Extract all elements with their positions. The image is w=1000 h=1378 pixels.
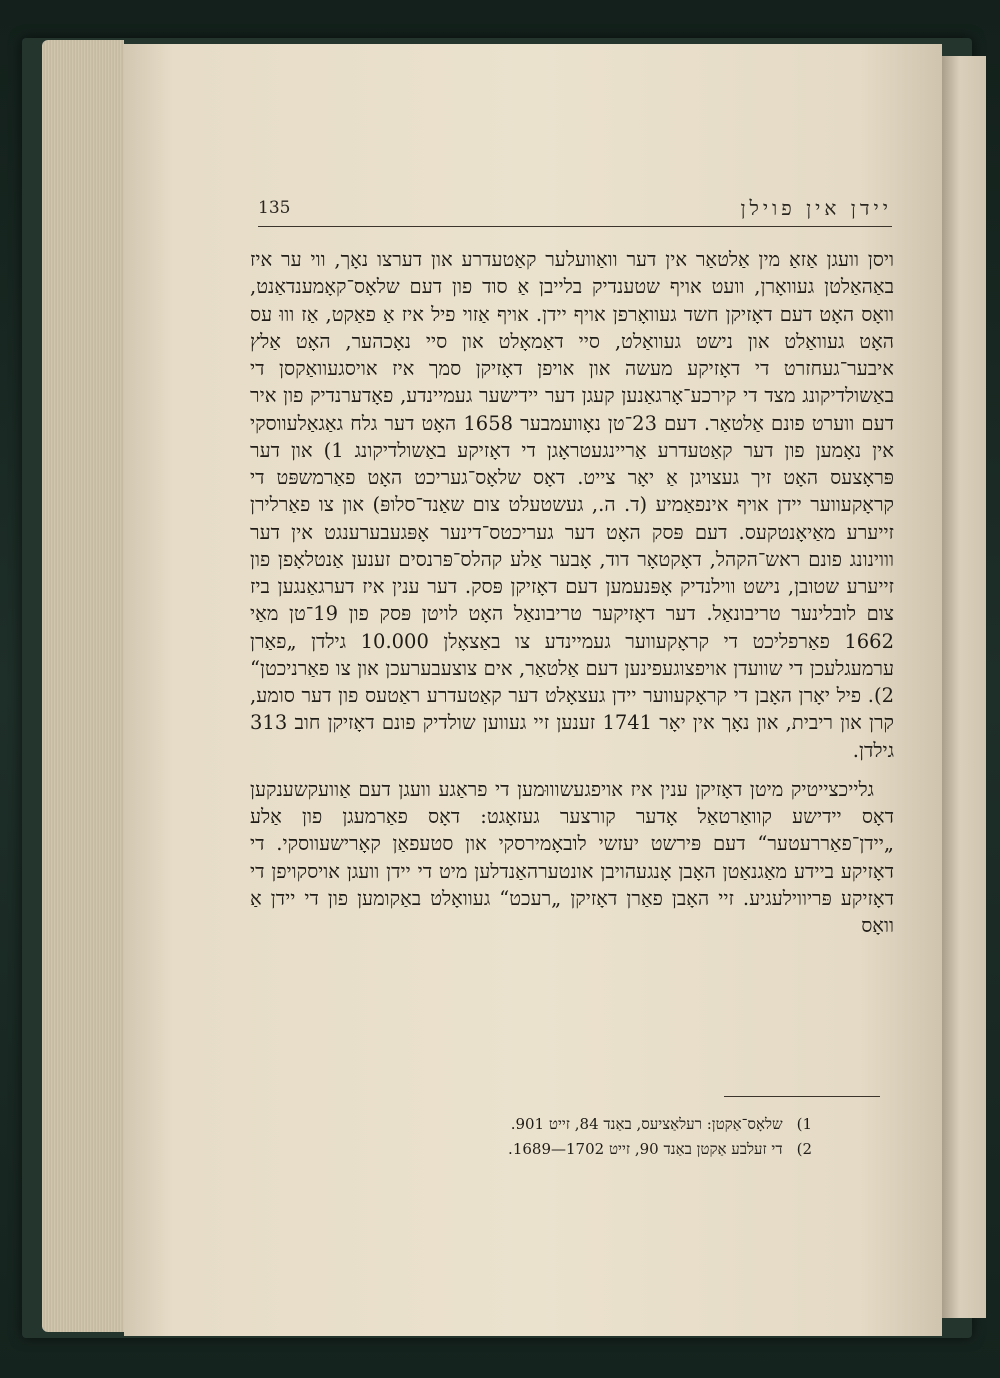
footnote-text: שלאָס־אַקטן: רעלאַציעס, באַנד 84, זייט 901. — [510, 1115, 783, 1133]
footnote-text: די זעלבע אַקטן באַנד 90, זייט 1702—1689. — [508, 1140, 783, 1158]
body-text — [250, 246, 894, 937]
footnotes — [420, 1112, 812, 1162]
running-title: יידן אין פוילן — [740, 196, 892, 220]
footnote — [420, 1137, 812, 1162]
header-rule — [258, 226, 892, 227]
footnote-mark: 2) — [796, 1140, 812, 1158]
page-header — [258, 196, 892, 226]
page-number: 135 — [258, 198, 291, 218]
facing-page-edge — [942, 56, 986, 1318]
paragraph: ויסן וועגן אַזאַ מין אַלטאַר אין דער וואַוועלער קאַטעדרע און דערצו נאָך, ווי ער איז באַהאַלטן געוואָרן, וועט אויף שטענדיק בלייבן אַ סוד פון דעם שלאָס־קאָמענדאַנט, וואָס האָט דעם דאָזיקן חשד געוואָרפן אויף יידן. אויף אַזוי פיל איז אַ פאַקט, אַז וווּ עס האָט געוואַלט און נישט געוואַלט, סיי דאַמאָלט און סיי נאָכהער, האָט אַלץ איבער־געחזרט די דאָזיקע מעשה און אויפן דאָזיקן סמך איז אויסגעוואַקסן די באַשולדיקונג מצד די קירכע־אָרגאַנען קעגן דער יידישער געמיינדע, פאָדערנדיק פון איר דעם ווערט פונם אַלטאַר. דעם 23־טן נאָוועמבער 1658 האָט דער גלח גאַגאַלעווסקי אין נאָמען פון דער קאַטעדרע אַריינגעטראָגן די דאָזיקע באַשולדיקונג 1) און דער פּראָצעס האָט זיך געצויגן אַ יאָר צייט. דאָס שלאָס־געריכט האָט פאַרמשפּט די קראָקעווער יידן אויף אינפאַמיע (ד. ה., געשטעלט צום שאַנד־סלופּ) און צו פאַרלירן זייערע מאַיאָנטקעס. דעם פּסק האָט דער געריכטס־דינער אָפּגעבערענגט אין דער וווינונג פונם ראש־הקהל, דאָקטאָר דוד, אָבער אַלע קהלס־פּרנסים זענען אַנטלאָפן פון זייערע שטובן, נישט ווילנדיק אָפּנעמען דעם דאָזיקן פּסק. דער ענין איז דערגאַנגען ביז צום לובלינער טריבונאַל. דער דאָזיקער טריבונאַל האָט לויטן פּסק פון 19־טן מאַי 1662 פאַרפליכט די קראָקעווער געמיינדע צו באַצאָלן 10.000 גילדן „פאַרן ערמעגלעכן די שוועדן אויפצוגעפינען דעם אַלטאַר, אים צוצעבערעכן און צו פאַרניכטן“ 2). פיל יאָרן האָבן די קראָקעווער יידן געצאָלט דער קאַטעדרע ראַטעס פון דער סומע, קרן און ריבית, און נאָך אין יאָר 1741 זענען זיי געווען שולדיק פונם דאָזיקן חוב 313 גילדן. — [250, 248, 894, 762]
page-edges — [42, 40, 124, 1332]
footnote-mark: 1) — [796, 1115, 812, 1133]
footnote — [420, 1112, 812, 1137]
paragraph: גלייכצייטיק מיטן דאָזיקן ענין איז אויפגעשוווּמען די פראַגע וועגן דעם אַוועקשענקען דאָס יידישע קוואַרטאַל אָדער קורצער געזאָגט: דאָס פאַרמעגן פון אַלע „יידן־פאַררעטער“ דעם פּירשט יעזשי לובאָמירסקי און סטעפאַן קאָרישעווסקי. די דאָזיקע ביידע מאַגנאַטן האָבן אָנגעהויבן אונטערהאַנדלען מיט די יידן וועגן אויסקויפן די דאָזיקע פּריווילעגיע. זיי האָבן פאַרן דאָזיקן „רעכט“ געוואָלט באַקומען פון די יידן אַ וואָס — [250, 777, 894, 937]
footnote-rule — [724, 1096, 880, 1097]
